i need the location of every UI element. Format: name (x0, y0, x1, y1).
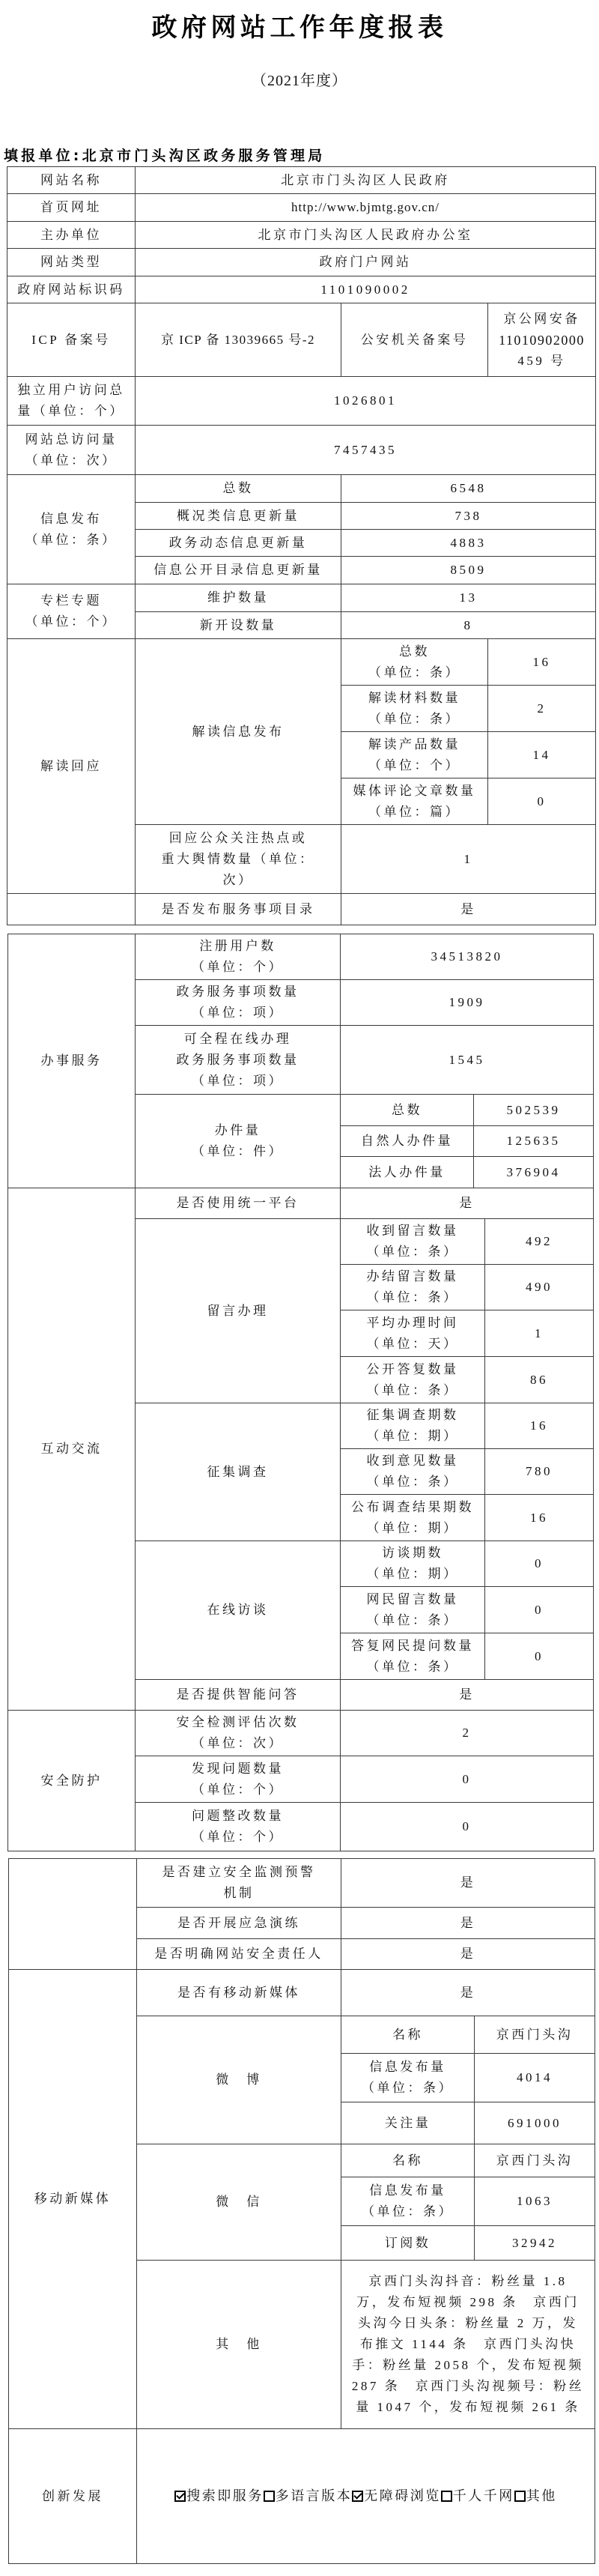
unit-label: （单位：期） (366, 1520, 459, 1535)
row-label: 新开设数量 (136, 612, 341, 639)
empty-cell (7, 894, 136, 925)
row-value: 16 (485, 1495, 594, 1541)
row-value: 0 (485, 1541, 594, 1587)
row-label (136, 1711, 341, 1756)
row-label (341, 639, 488, 686)
label-line: 公开答复数量 (366, 1361, 459, 1376)
description-line: 手：粉丝量 2058 个，发布短视频 (352, 2358, 584, 2372)
row-label (341, 1219, 485, 1265)
unit-label: （单位：条） (362, 2204, 454, 2219)
row-label (136, 980, 341, 1026)
table-row (7, 377, 596, 426)
unit-label: （单位：条） (366, 1659, 459, 1674)
row-value: 1 (485, 1310, 594, 1357)
label-line: 政务服务事项数量 (176, 1052, 300, 1067)
site-name-label: 网站名称 (7, 167, 136, 194)
row-label (341, 1265, 485, 1310)
row-label: 是否开展应急演练 (137, 1908, 341, 1939)
table-row (9, 2429, 595, 2564)
row-value: 490 (485, 1265, 594, 1310)
unit-label: （单位：条） (366, 1245, 459, 1259)
homepage-label: 首页网址 (7, 194, 136, 222)
registered-users-value: 34513820 (341, 934, 594, 980)
table-row (7, 584, 596, 612)
unit-label: （单位：项） (192, 1006, 284, 1020)
online-items-value: 1545 (341, 1026, 594, 1095)
wechat-posts: 1063 (475, 2177, 595, 2226)
checkbox-empty-icon (514, 2491, 526, 2502)
smart-qa-value: 是 (341, 1680, 594, 1711)
surveys-label: 征集调查 (136, 1403, 341, 1541)
label-line: 信息发布量 (369, 2183, 446, 2198)
description-line: 头沟今日头条：粉丝量 2 万，发 (358, 2316, 578, 2330)
row-value: 0 (488, 778, 596, 825)
row-value: 780 (485, 1449, 594, 1495)
row-label (341, 1357, 485, 1403)
label-line: 问题整改数量 (192, 1809, 284, 1823)
table-row (8, 1188, 594, 1219)
row-label (341, 1403, 485, 1449)
table-row (7, 167, 596, 194)
basic-info-table (7, 166, 596, 925)
checkbox-checked-icon (174, 2491, 186, 2502)
smart-qa-label: 是否提供智能问答 (136, 1680, 341, 1711)
has-mobile-label: 是否有移动新媒体 (137, 1970, 341, 2016)
table-row (9, 1859, 595, 1908)
services-table (7, 934, 594, 1851)
row-label: 名称 (341, 2144, 475, 2177)
row-label (341, 1449, 485, 1495)
row-label (341, 2054, 475, 2102)
row-value: 0 (485, 1633, 594, 1680)
description-line: 万，发布短视频 298 条 京西门 (356, 2295, 580, 2309)
report-year: （2021年度） (252, 73, 347, 89)
site-code-label: 政府网站标识码 (7, 276, 136, 303)
label-line: 解读产品数量 (368, 737, 460, 752)
has-mobile-value: 是 (341, 1970, 595, 2016)
homepage-url: http://www.bjmtg.gov.cn/ (136, 194, 596, 222)
description-line: 布推文 1144 条 京西门头沟快 (359, 2337, 577, 2351)
wechat-name: 京西门头沟 (475, 2144, 595, 2177)
label-line: 解读材料数量 (368, 690, 460, 705)
total-visits-value: 7457435 (136, 426, 596, 475)
checkbox-checked-icon (352, 2491, 363, 2502)
option-label: 千人千网 (452, 2488, 514, 2503)
row-value: 125635 (474, 1126, 594, 1157)
icp-value: 京 ICP 备 13039665 号-2 (136, 303, 341, 377)
table-row (7, 639, 596, 686)
interaction-section-label: 互动交流 (8, 1188, 136, 1711)
wechat-label: 微 信 (137, 2144, 341, 2261)
sponsor-value: 北京市门头沟区人民政府办公室 (136, 222, 596, 249)
option-personalized (441, 2488, 514, 2503)
section-label: 专栏专题 (40, 593, 102, 608)
unit-label: （单位：次） (25, 453, 118, 468)
row-label: 总数 (341, 1095, 474, 1126)
table-row (9, 1970, 595, 2016)
row-label: 政务动态信息更新量 (136, 530, 341, 557)
empty-cell (9, 1859, 137, 1970)
row-label (341, 2177, 475, 2226)
unique-visitors-value: 1026801 (136, 377, 596, 426)
unit-label: （单位：条） (366, 1382, 459, 1397)
unit-label: （单位：条） (366, 1612, 459, 1627)
label-line: 政务服务事项数量 (176, 985, 300, 999)
option-label: 其他 (526, 2488, 557, 2503)
site-type-label: 网站类型 (7, 249, 136, 276)
row-label (136, 1803, 341, 1851)
unit-label: （单位：个） (192, 1782, 284, 1797)
label-line: 可全程在线办理 (183, 1031, 292, 1046)
total-visits-label (7, 426, 136, 475)
label-line: 重大舆情数量（单位： (161, 851, 315, 866)
label-line: 答复网民提问数量 (351, 1638, 474, 1653)
mobile-media-section-label: 移动新媒体 (9, 1970, 137, 2429)
unit-label: （单位：个） (192, 1830, 284, 1844)
row-label (341, 1310, 485, 1357)
unit-label: （单位：件） (192, 1144, 284, 1158)
unit-label: （单位：期） (366, 1429, 459, 1443)
weibo-posts: 4014 (475, 2054, 595, 2102)
table-row (7, 894, 596, 925)
site-type-value: 政府门户网站 (136, 249, 596, 276)
weibo-label: 微 博 (137, 2016, 341, 2144)
interviews-label: 在线访谈 (136, 1541, 341, 1680)
row-label: 订阅数 (341, 2226, 475, 2261)
table-row (7, 194, 596, 222)
row-value: 是 (341, 1859, 595, 1908)
row-value: 8 (341, 612, 596, 639)
label-line: 办结留言数量 (366, 1269, 459, 1284)
row-value: 376904 (474, 1157, 594, 1188)
row-value: 13 (341, 584, 596, 612)
table-row (7, 222, 596, 249)
info-publish-section-label (7, 475, 136, 584)
innovation-section-label: 创新发展 (9, 2429, 137, 2564)
row-label (341, 778, 488, 825)
row-value: 0 (485, 1587, 594, 1633)
unit-label: （单位：项） (192, 1073, 284, 1088)
row-label (341, 1495, 485, 1541)
label-line: 发现问题数量 (192, 1761, 284, 1776)
row-label (136, 1756, 341, 1803)
police-record-label: 公安机关备案号 (341, 303, 488, 377)
row-label (137, 1859, 341, 1908)
row-label (136, 1026, 341, 1095)
label-line: 独立用户访问总 (17, 383, 125, 397)
other-media-description (341, 2261, 595, 2429)
row-label (341, 1541, 485, 1587)
weibo-name: 京西门头沟 (475, 2016, 595, 2054)
innovation-options (137, 2429, 595, 2564)
unit-label: （单位：条） (368, 665, 460, 680)
row-value: 4883 (341, 530, 596, 557)
special-columns-section-label (7, 584, 136, 639)
public-response-label (136, 825, 341, 894)
row-label (341, 732, 488, 778)
report-title: 政府网站工作年度报表 (151, 13, 448, 43)
row-label (341, 1587, 485, 1633)
unit-label: （单位：次） (192, 1736, 284, 1750)
messages-label: 留言办理 (136, 1219, 341, 1403)
label-line: 访谈期数 (382, 1546, 443, 1560)
row-value: 16 (488, 639, 596, 686)
weibo-followers: 691000 (475, 2102, 595, 2144)
site-name-value: 北京市门头沟区人民政府 (136, 167, 596, 194)
unified-platform-value: 是 (341, 1188, 594, 1219)
row-value: 0 (341, 1803, 594, 1851)
option-label: 无障碍浏览 (364, 2488, 441, 2503)
wechat-subscribers: 32942 (475, 2226, 595, 2261)
row-label (136, 934, 341, 980)
table-row (7, 475, 596, 503)
label-line: 注册用户数 (199, 939, 276, 953)
row-label (341, 1633, 485, 1680)
row-label: 总数 (136, 475, 341, 503)
row-label: 关注量 (341, 2102, 475, 2144)
label-line: 网站总访问量 (25, 432, 118, 447)
unit-label: （单位：个） (368, 758, 460, 773)
police-record-line: 11010902000 (499, 332, 585, 348)
label-line: 回应公众关注热点或 (168, 830, 308, 845)
option-label: 搜索即服务 (186, 2488, 264, 2503)
label-line: 总数 (399, 644, 430, 659)
police-record-line: 京公网安备 (503, 311, 580, 326)
row-value: 是 (341, 1939, 595, 1970)
row-value: 6548 (341, 475, 596, 503)
service-catalog-label: 是否发布服务事项目录 (136, 894, 341, 925)
label-line: 安全检测评估次数 (176, 1715, 300, 1729)
interpretation-publish-label: 解读信息发布 (136, 639, 341, 825)
other-media-label: 其 他 (137, 2261, 341, 2429)
table-row (7, 276, 596, 303)
label-line: 征集调查期数 (366, 1408, 459, 1422)
unit-label: （单位：个） (192, 960, 284, 974)
row-label: 法人办件量 (341, 1157, 474, 1188)
description-line: 287 条 京西门头沟视频号：粉丝 (351, 2379, 585, 2393)
label-line: 收到意见数量 (366, 1454, 459, 1468)
row-value: 8509 (341, 557, 596, 584)
section-label: 信息发布 (40, 511, 102, 526)
office-services-section-label: 办事服务 (8, 934, 136, 1188)
table-row (8, 934, 594, 980)
unit-label: （单位：天） (366, 1336, 459, 1351)
label-line: 平均办理时间 (366, 1315, 459, 1330)
interpretation-section-label: 解读回应 (7, 639, 136, 894)
row-value: 14 (488, 732, 596, 778)
label-line: 收到留言数量 (366, 1224, 459, 1238)
label-line: 网民留言数量 (366, 1591, 459, 1606)
row-value: 738 (341, 503, 596, 530)
unit-label: （单位：期） (366, 1567, 459, 1581)
unit-label: （单位：个） (25, 614, 118, 629)
checkbox-empty-icon (441, 2491, 452, 2502)
checkbox-group (174, 2488, 557, 2503)
security-section-label: 安全防护 (8, 1711, 136, 1851)
option-other (514, 2488, 557, 2503)
label-line: 次） (222, 872, 254, 887)
police-record-value (488, 303, 596, 377)
row-label: 概况类信息更新量 (136, 503, 341, 530)
label-line: 信息发布量 (369, 2060, 446, 2074)
label-line: 量（单位：个） (17, 404, 125, 418)
row-value: 0 (341, 1756, 594, 1803)
row-value: 2 (488, 686, 596, 732)
description-line: 量 1047 个，发布短视频 261 条 (356, 2400, 580, 2414)
cases-label (136, 1095, 341, 1188)
table-row (8, 1711, 594, 1756)
sponsor-label: 主办单位 (7, 222, 136, 249)
label-line: 是否建立安全监测预警 (162, 1865, 316, 1879)
description-line: 京西门头沟抖音：粉丝量 1.8 (368, 2274, 568, 2288)
unit-label: （单位：条） (366, 1475, 459, 1489)
service-items-value: 1909 (341, 980, 594, 1026)
row-value: 492 (485, 1219, 594, 1265)
service-catalog-value: 是 (341, 894, 596, 925)
filling-unit: 填报单位:北京市门头沟区政务服务管理局 (4, 148, 326, 164)
label-line: 公布调查结果期数 (351, 1499, 474, 1514)
row-value: 2 (341, 1711, 594, 1756)
unit-label: （单位：条） (368, 711, 460, 726)
row-label: 维护数量 (136, 584, 341, 612)
unique-visitors-label (7, 377, 136, 426)
option-accessibility (352, 2488, 441, 2503)
row-label: 信息公开目录信息更新量 (136, 557, 341, 584)
row-value: 86 (485, 1357, 594, 1403)
row-label: 自然人办件量 (341, 1126, 474, 1157)
row-value: 502539 (474, 1095, 594, 1126)
unified-platform-label: 是否使用统一平台 (136, 1188, 341, 1219)
row-label: 名称 (341, 2016, 475, 2054)
checkbox-empty-icon (264, 2491, 275, 2502)
table-row (7, 426, 596, 475)
unit-label: （单位：条） (362, 2081, 454, 2095)
row-value: 16 (485, 1403, 594, 1449)
row-label: 是否明确网站安全责任人 (137, 1939, 341, 1970)
site-code-value: 1101090002 (136, 276, 596, 303)
police-record-line: 459 号 (517, 353, 566, 368)
row-label (341, 686, 488, 732)
table-row (7, 249, 596, 276)
table-row (7, 303, 596, 377)
row-value: 是 (341, 1908, 595, 1939)
option-multilingual (264, 2488, 353, 2503)
unit-label: （单位：条） (366, 1290, 459, 1304)
media-innovation-table (8, 1858, 595, 2564)
public-response-value: 1 (341, 825, 596, 894)
label-line: 办件量 (214, 1123, 261, 1137)
option-label: 多语言版本 (275, 2488, 353, 2503)
option-search-as-service (174, 2488, 264, 2503)
unit-label: （单位：篇） (368, 804, 460, 819)
label-line: 媒体评论文章数量 (353, 783, 476, 798)
icp-label: ICP 备案号 (7, 303, 136, 377)
unit-label: （单位：条） (25, 532, 118, 547)
label-line: 机制 (223, 1886, 255, 1900)
